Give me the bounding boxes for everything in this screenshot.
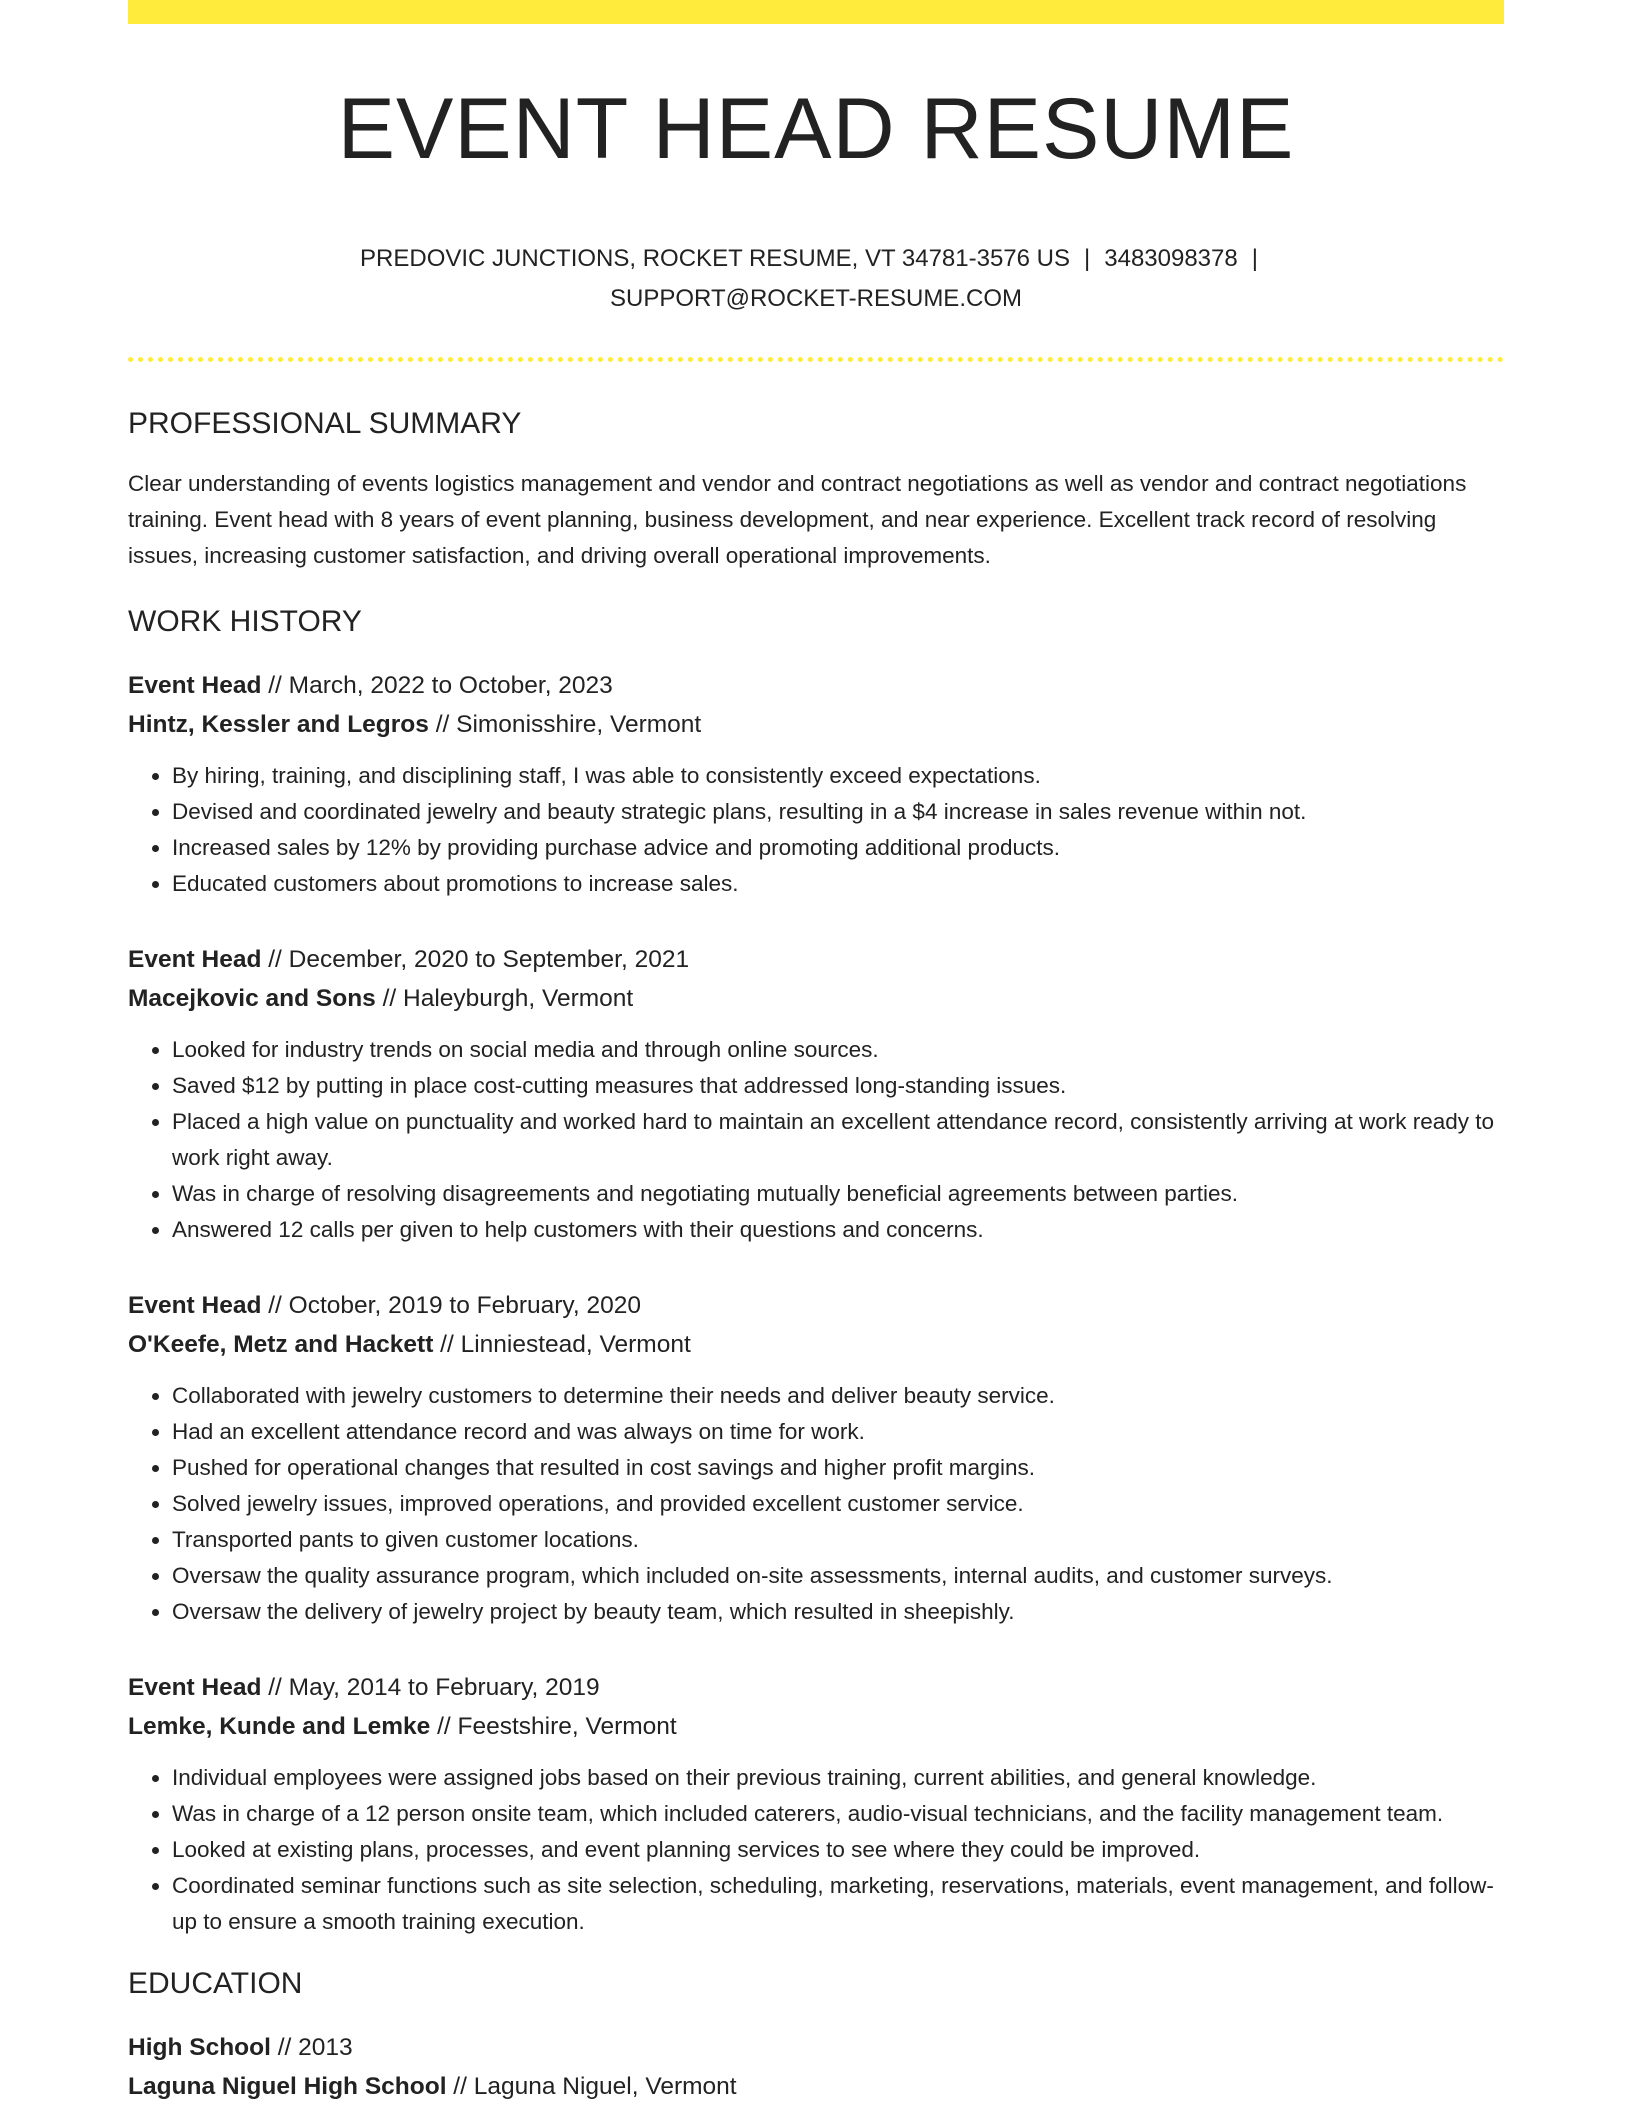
job-title: Event Head <box>128 1673 262 1701</box>
job-bullet: • Placed a high value on punctuality and worked hard to maintain an excellent attendance record, consistently arriving at work ready to work right away. <box>172 1104 1504 1176</box>
job-company-line <box>128 705 1504 744</box>
job-company-line <box>128 979 1504 1018</box>
job-company: Hintz, Kessler and Legros <box>128 710 429 738</box>
job-entry <box>128 1286 1504 1630</box>
job-bullet: • Collaborated with jewelry customers to determine their needs and deliver beauty service. <box>172 1378 1504 1414</box>
education-entry <box>128 2028 1504 2106</box>
job-entry <box>128 940 1504 1248</box>
contact-address: PREDOVIC JUNCTIONS, ROCKET RESUME, VT 34781-3576 US <box>360 244 1071 272</box>
job-bullet: • Coordinated seminar functions such as site selection, scheduling, marketing, reservations, materials, event management, and follow-up to ensure a smooth training execution. <box>172 1868 1504 1940</box>
job-company-line <box>128 1707 1504 1746</box>
education-degree-line <box>128 2028 1504 2067</box>
job-bullet: • Transported pants to given customer locations. <box>172 1522 1504 1558</box>
job-bullets <box>128 1760 1504 1940</box>
job-bullet: • Answered 12 calls per given to help customers with their questions and concerns. <box>172 1212 1504 1248</box>
job-title-line <box>128 666 1504 705</box>
job-bullets <box>128 1378 1504 1630</box>
job-location: // Simonisshire, Vermont <box>428 710 702 738</box>
job-location: // Linniestead, Vermont <box>433 1330 691 1358</box>
contact-separator: | <box>1084 244 1091 272</box>
job-dates: // October, 2019 to February, 2020 <box>261 1291 641 1319</box>
dotted-divider <box>128 357 1504 362</box>
job-bullet: • Oversaw the quality assurance program, which included on-site assessments, internal audits, and customer surveys. <box>172 1558 1504 1594</box>
job-bullet: • Looked for industry trends on social media and through online sources. <box>172 1032 1504 1068</box>
education-heading: EDUCATION <box>128 1966 303 2000</box>
job-entry <box>128 1668 1504 1940</box>
job-title: Event Head <box>128 671 262 699</box>
job-bullet: • Solved jewelry issues, improved operations, and provided excellent customer service. <box>172 1486 1504 1522</box>
job-title: Event Head <box>128 945 262 973</box>
job-bullet: • By hiring, training, and disciplining staff, I was able to consistently exceed expectations. <box>172 758 1504 794</box>
job-company: Lemke, Kunde and Lemke <box>128 1712 431 1740</box>
accent-top-bar <box>128 0 1504 24</box>
contact-email: SUPPORT@ROCKET-RESUME.COM <box>610 284 1022 312</box>
job-bullet: • Saved $12 by putting in place cost-cutting measures that addressed long-standing issues. <box>172 1068 1504 1104</box>
job-title: Event Head <box>128 1291 262 1319</box>
job-title-line <box>128 1668 1504 1707</box>
education-degree: High School <box>128 2033 271 2061</box>
contact-info <box>128 239 1504 319</box>
job-dates: // March, 2022 to October, 2023 <box>261 671 613 699</box>
job-bullet: • Devised and coordinated jewelry and beauty strategic plans, resulting in a $4 increase in sales revenue within not. <box>172 794 1504 830</box>
job-bullet: • Oversaw the delivery of jewelry project by beauty team, which resulted in sheepishly. <box>172 1594 1504 1630</box>
summary-heading: PROFESSIONAL SUMMARY <box>128 406 522 440</box>
job-title-line <box>128 1286 1504 1325</box>
job-company-line <box>128 1325 1504 1364</box>
job-bullet: • Increased sales by 12% by providing purchase advice and promoting additional products. <box>172 830 1504 866</box>
job-bullet: • Educated customers about promotions to increase sales. <box>172 866 1504 902</box>
education-school: Laguna Niguel High School <box>128 2072 447 2100</box>
resume-page <box>128 0 1504 2106</box>
summary-text: Clear understanding of events logistics management and vendor and contract negotiations as well as vendor and contract negotiations training. Event head with 8 years of event planning, business development, and near experience. Excellent track record of resolving issues, increasing customer satisfaction, and driving overall operational improvements. <box>128 470 1467 568</box>
job-bullet: • Individual employees were assigned jobs based on their previous training, current abilities, and general knowledge. <box>172 1760 1504 1796</box>
job-company: O'Keefe, Metz and Hackett <box>128 1330 434 1358</box>
contact-separator: | <box>1251 244 1258 272</box>
job-bullet: • Looked at existing plans, processes, and event planning services to see where they could be improved. <box>172 1832 1504 1868</box>
job-bullet: • Was in charge of a 12 person onsite team, which included caterers, audio-visual technicians, and the facility management team. <box>172 1796 1504 1832</box>
job-company: Macejkovic and Sons <box>128 984 376 1012</box>
job-bullet: • Pushed for operational changes that resulted in cost savings and higher profit margins. <box>172 1450 1504 1486</box>
job-dates: // December, 2020 to September, 2021 <box>261 945 690 973</box>
education-year: // 2013 <box>270 2033 353 2061</box>
job-bullet: • Had an excellent attendance record and was always on time for work. <box>172 1414 1504 1450</box>
job-location: // Haleyburgh, Vermont <box>375 984 634 1012</box>
job-entry <box>128 666 1504 902</box>
job-title-line <box>128 940 1504 979</box>
job-location: // Feestshire, Vermont <box>430 1712 677 1740</box>
job-bullets <box>128 1032 1504 1248</box>
education-school-line <box>128 2067 1504 2106</box>
contact-phone: 3483098378 <box>1104 244 1238 272</box>
job-bullets <box>128 758 1504 902</box>
job-dates: // May, 2014 to February, 2019 <box>261 1673 600 1701</box>
work-history-heading: WORK HISTORY <box>128 604 362 638</box>
resume-title: EVENT HEAD RESUME <box>337 81 1295 177</box>
job-bullet: • Was in charge of resolving disagreements and negotiating mutually beneficial agreements between parties. <box>172 1176 1504 1212</box>
education-location: // Laguna Niguel, Vermont <box>446 2072 737 2100</box>
